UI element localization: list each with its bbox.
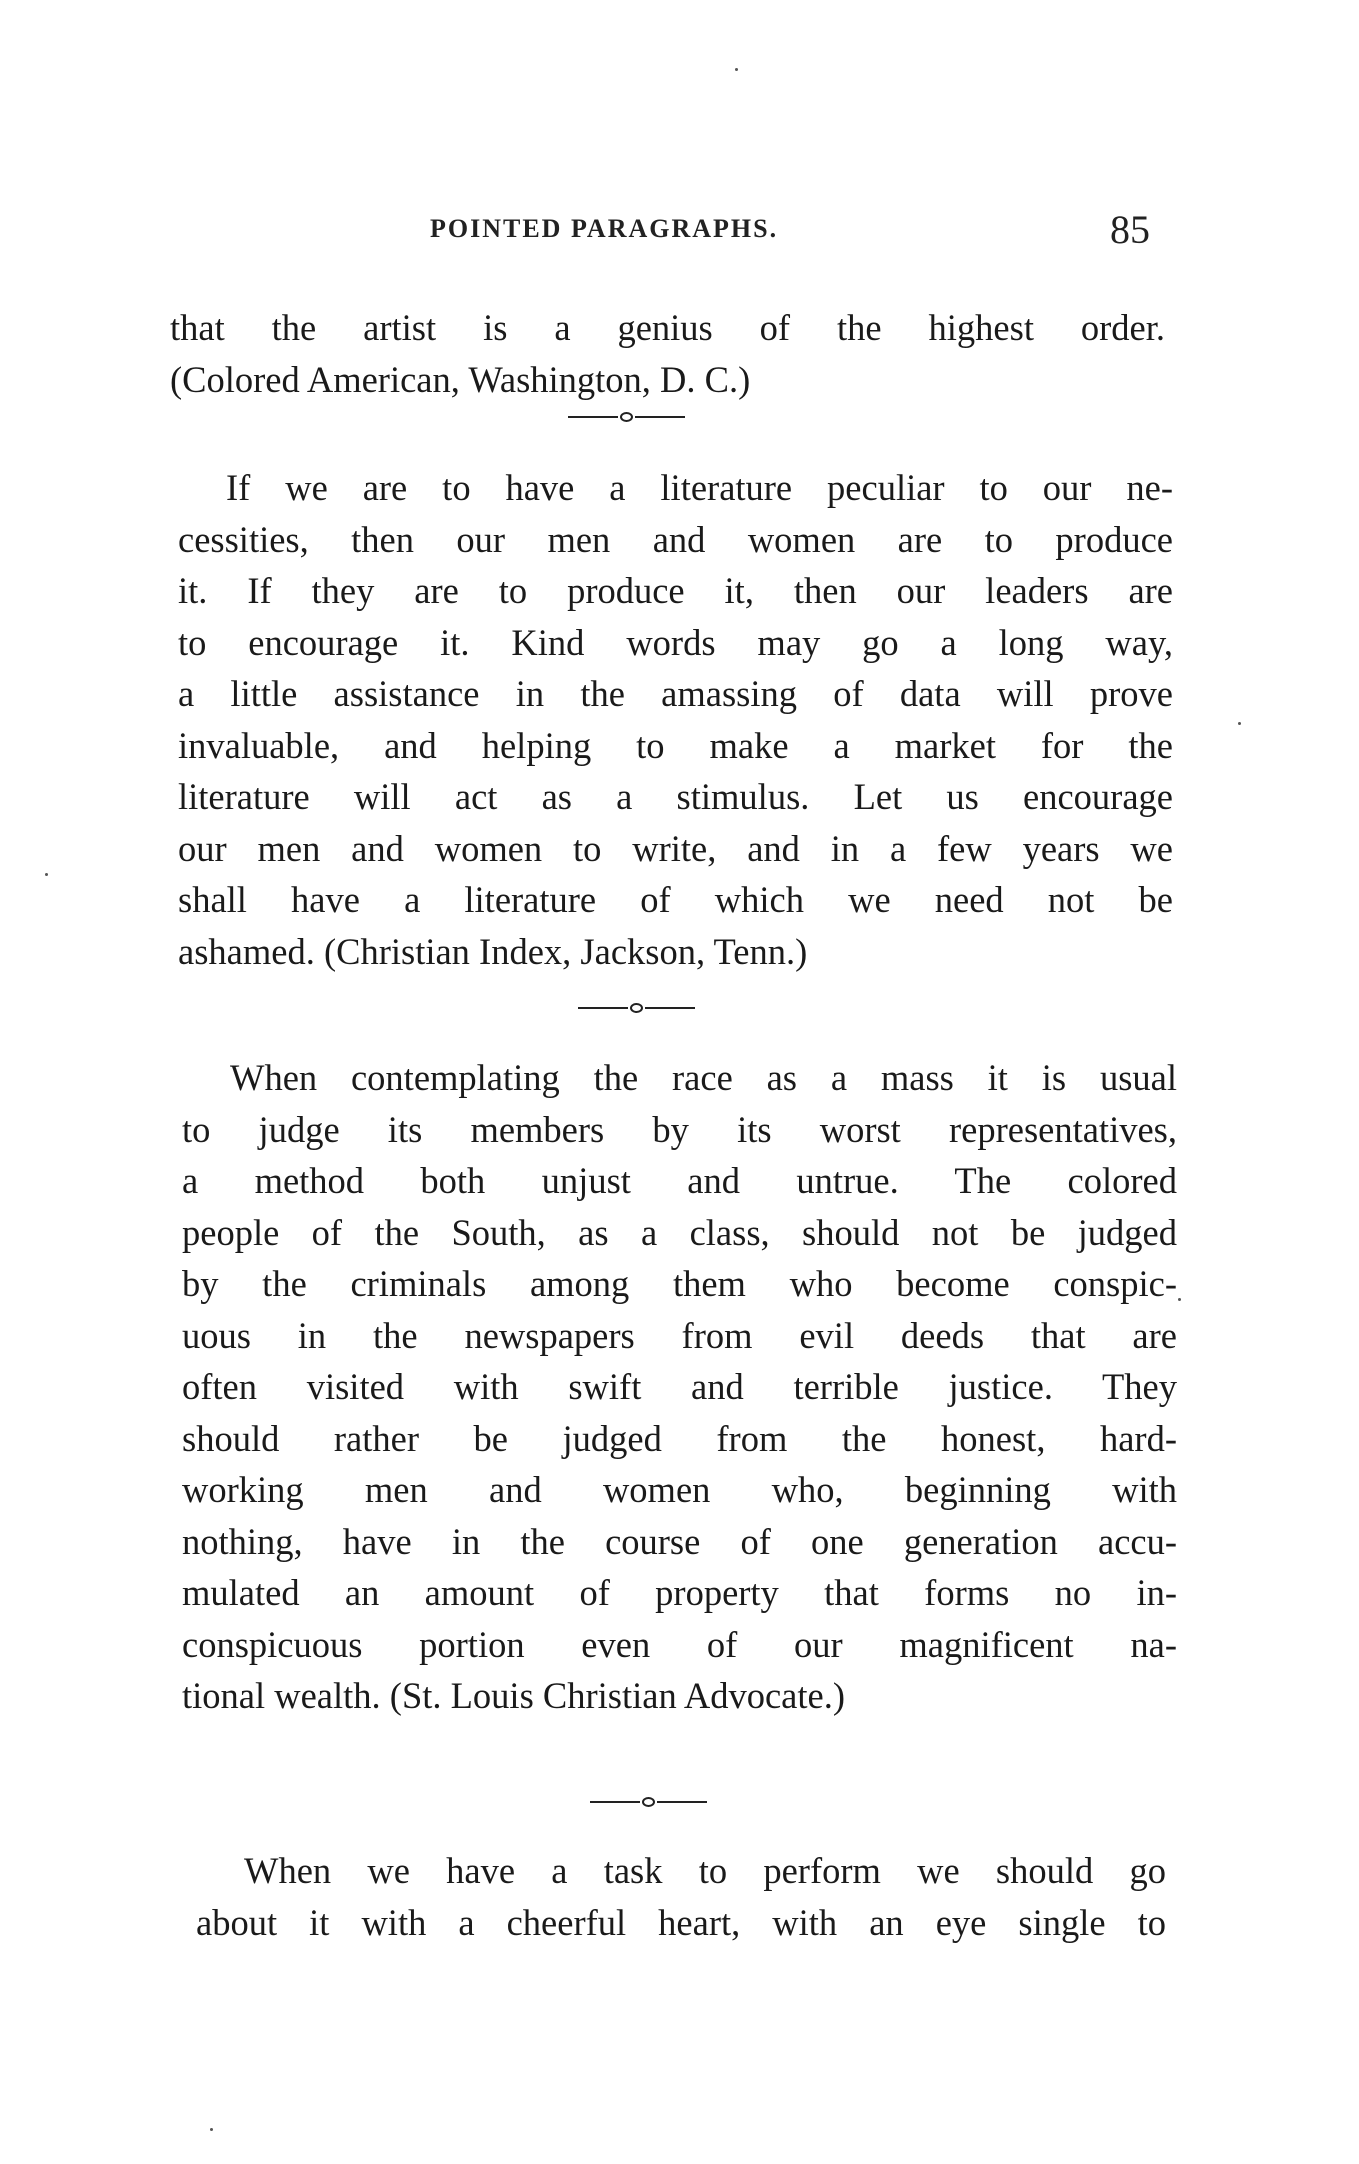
paper-speck: [210, 2128, 213, 2131]
paragraph-st-louis-advocate: [182, 1052, 1177, 1722]
text-line: When contemplating the race as a mass it is usual: [230, 1057, 1177, 1098]
text-line: working men and women who, beginning with: [182, 1469, 1177, 1510]
text-line: If we are to have a literature peculiar to our ne-: [226, 467, 1173, 508]
section-separator: [590, 1797, 707, 1807]
page-number: 85: [1110, 207, 1150, 252]
text-line: When we have a task to perform we should go: [244, 1850, 1166, 1891]
text-line: shall have a literature of which we need not be: [178, 879, 1173, 920]
paper-speck: [45, 873, 48, 876]
text-line: a method both unjust and untrue. The colored: [182, 1160, 1177, 1201]
text-line: nothing, have in the course of one generation accu-: [182, 1520, 1177, 1562]
text-line: to judge its members by its worst representatives,: [182, 1108, 1177, 1150]
text-line: often visited with swift and terrible justice. They: [182, 1366, 1177, 1407]
text-line: literature will act as a stimulus. Let us encourage: [178, 776, 1173, 817]
text-line: it. If they are to produce it, then our leaders are: [178, 570, 1173, 611]
text-line: a little assistance in the amassing of data will prove: [178, 673, 1173, 714]
running-title: POINTED PARAGRAPHS.: [430, 214, 779, 243]
text-line: about it with a cheerful heart, with an eye single to: [196, 1901, 1166, 1943]
paragraph-task: [196, 1845, 1166, 1948]
text-line: conspicuous portion even of our magnificent na-: [182, 1623, 1177, 1665]
text-line: cessities, then our men and women are to produce: [178, 518, 1173, 560]
paper-speck: [735, 68, 738, 71]
text-line: invaluable, and helping to make a market for the: [178, 724, 1173, 766]
text-line: to encourage it. Kind words may go a long way,: [178, 621, 1173, 663]
text-line: tional wealth. (St. Louis Christian Advocate.): [182, 1675, 845, 1716]
text-line: our men and women to write, and in a few years we: [178, 827, 1173, 869]
paragraph-christian-index: [178, 462, 1173, 977]
paragraph-continuation: [170, 302, 1165, 405]
text-line: people of the South, as a class, should not be judged: [182, 1211, 1177, 1253]
text-line: uous in the newspapers from evil deeds that are: [182, 1314, 1177, 1356]
section-separator: [578, 1003, 695, 1013]
section-separator: [568, 412, 685, 422]
text-line: ashamed. (Christian Index, Jackson, Tenn.): [178, 930, 808, 972]
text-line: that the artist is a genius of the highest order.: [170, 307, 1165, 348]
text-line: should rather be judged from the honest, hard-: [182, 1417, 1177, 1459]
text-line: by the criminals among them who become conspic-: [182, 1263, 1177, 1304]
text-line: (Colored American, Washington, D. C.): [170, 358, 751, 400]
text-line: mulated an amount of property that forms no in-: [182, 1572, 1177, 1613]
paper-speck: [1238, 722, 1241, 725]
paper-speck: [1178, 1298, 1181, 1301]
